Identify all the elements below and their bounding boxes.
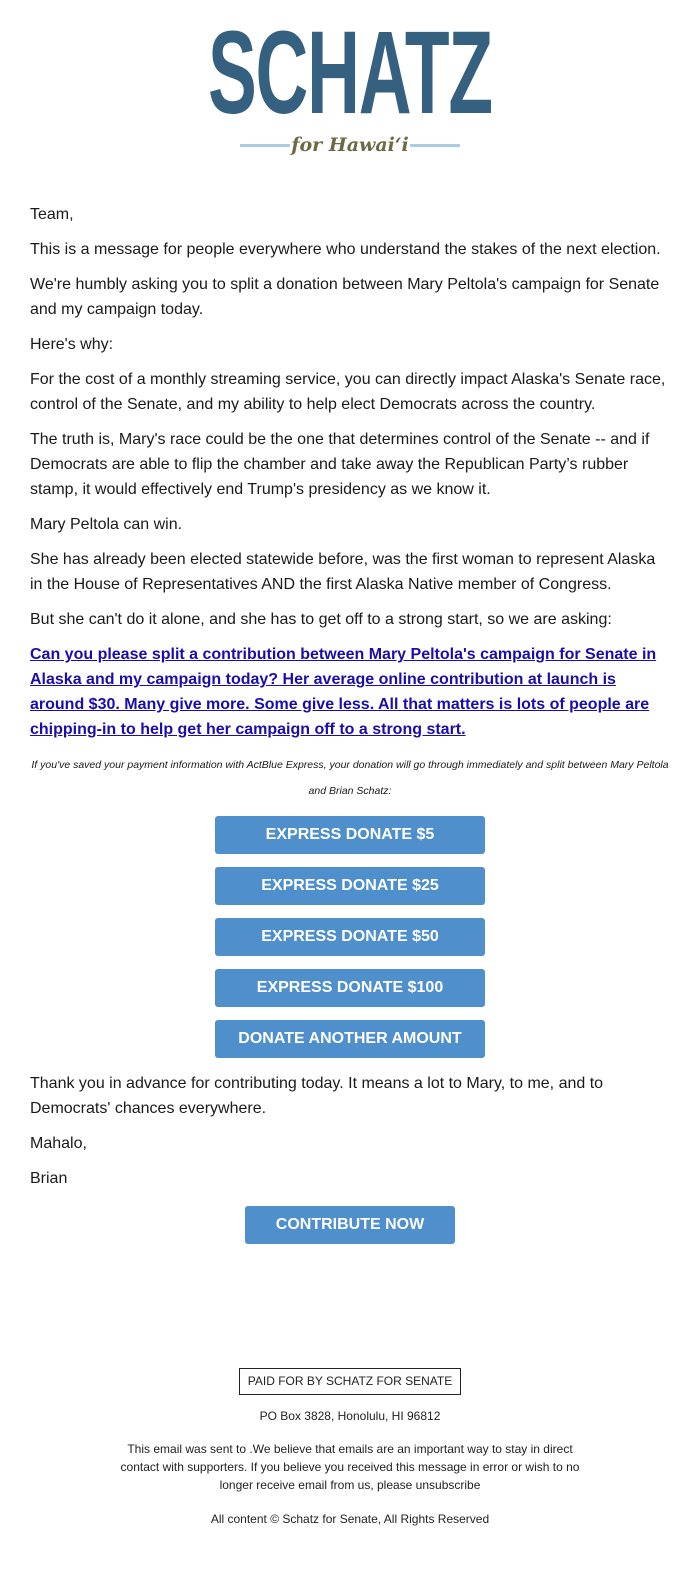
express-donate-50-button[interactable]: EXPRESS DONATE $50	[215, 918, 485, 956]
express-donate-buttons	[30, 816, 670, 1058]
schatz-logo	[0, 0, 700, 158]
paragraph: Here's why:	[30, 336, 114, 353]
express-donate-25-button[interactable]: EXPRESS DONATE $25	[215, 867, 485, 905]
copyright: All content © Schatz for Senate, All Rights Reserved	[210, 1512, 490, 1526]
express-donate-100-button[interactable]: EXPRESS DONATE $100	[215, 969, 485, 1007]
email-body	[30, 202, 670, 1191]
thanks-paragraph: Thank you in advance for contributing today. It means a lot to Mary, to me, and to Democrats' chances everywhere.	[30, 1075, 604, 1117]
legal-text: This email was sent to .We believe that emails are an important way to stay in direct contact with supporters. If you believe you received this message in error or wish to no longer receive email from us, please unsubscribe	[120, 1442, 580, 1492]
paid-for-disclaimer: PAID FOR BY SCHATZ FOR SENATE	[239, 1368, 461, 1395]
paragraph: We're humbly asking you to split a donation between Mary Peltola's campaign for Senate and my campaign today.	[30, 276, 660, 318]
mailing-address: PO Box 3828, Honolulu, HI 96812	[259, 1409, 441, 1423]
greeting: Team,	[30, 206, 74, 223]
paragraph: For the cost of a monthly streaming service, you can directly impact Alaska's Senate race, control of the Senate, and my ability to help elect Democrats across the country.	[30, 371, 666, 413]
donate-another-amount-button[interactable]: DONATE ANOTHER AMOUNT	[215, 1020, 485, 1058]
donate-cta-link[interactable]: Can you please split a contribution between Mary Peltola's campaign for Senate in Alaska and my campaign today? Her average online contribution at launch is around $30. Many give more. Some give less. All that matters is lots of people are chipping-in to help get her campaign off to a strong start.	[30, 646, 657, 738]
logo-wordmark: SCHATZ	[208, 7, 492, 139]
logo-tagline	[240, 132, 460, 158]
express-donate-5-button[interactable]: EXPRESS DONATE $5	[215, 816, 485, 854]
signature: Brian	[30, 1170, 68, 1187]
paragraph: But she can't do it alone, and she has to get off to a strong start, so we are asking:	[30, 611, 612, 628]
logo-tagline-text: for Hawaiʻi	[291, 134, 409, 156]
contribute-now-button[interactable]: CONTRIBUTE NOW	[245, 1206, 455, 1244]
paragraph: This is a message for people everywhere who understand the stakes of the next election.	[30, 241, 661, 258]
footer	[0, 1368, 700, 1567]
paragraph: The truth is, Mary's race could be the one that determines control of the Senate -- and if Democrats are able to flip the chamber and take away the Republican Party’s rubber stamp, it would effectively end Trump's presidency as we know it.	[30, 431, 650, 498]
paragraph: She has already been elected statewide before, was the first woman to represent Alaska in the House of Representatives AND the first Alaska Native member of Congress.	[30, 551, 656, 593]
paragraph: Mary Peltola can win.	[30, 516, 183, 533]
express-note: If you've saved your payment information with ActBlue Express, your donation will go through immediately and split between Mary Peltola and Brian Schatz:	[31, 759, 669, 797]
logo-rule-left	[240, 144, 290, 147]
signoff: Mahalo,	[30, 1135, 87, 1152]
logo-rule-right	[410, 144, 460, 147]
